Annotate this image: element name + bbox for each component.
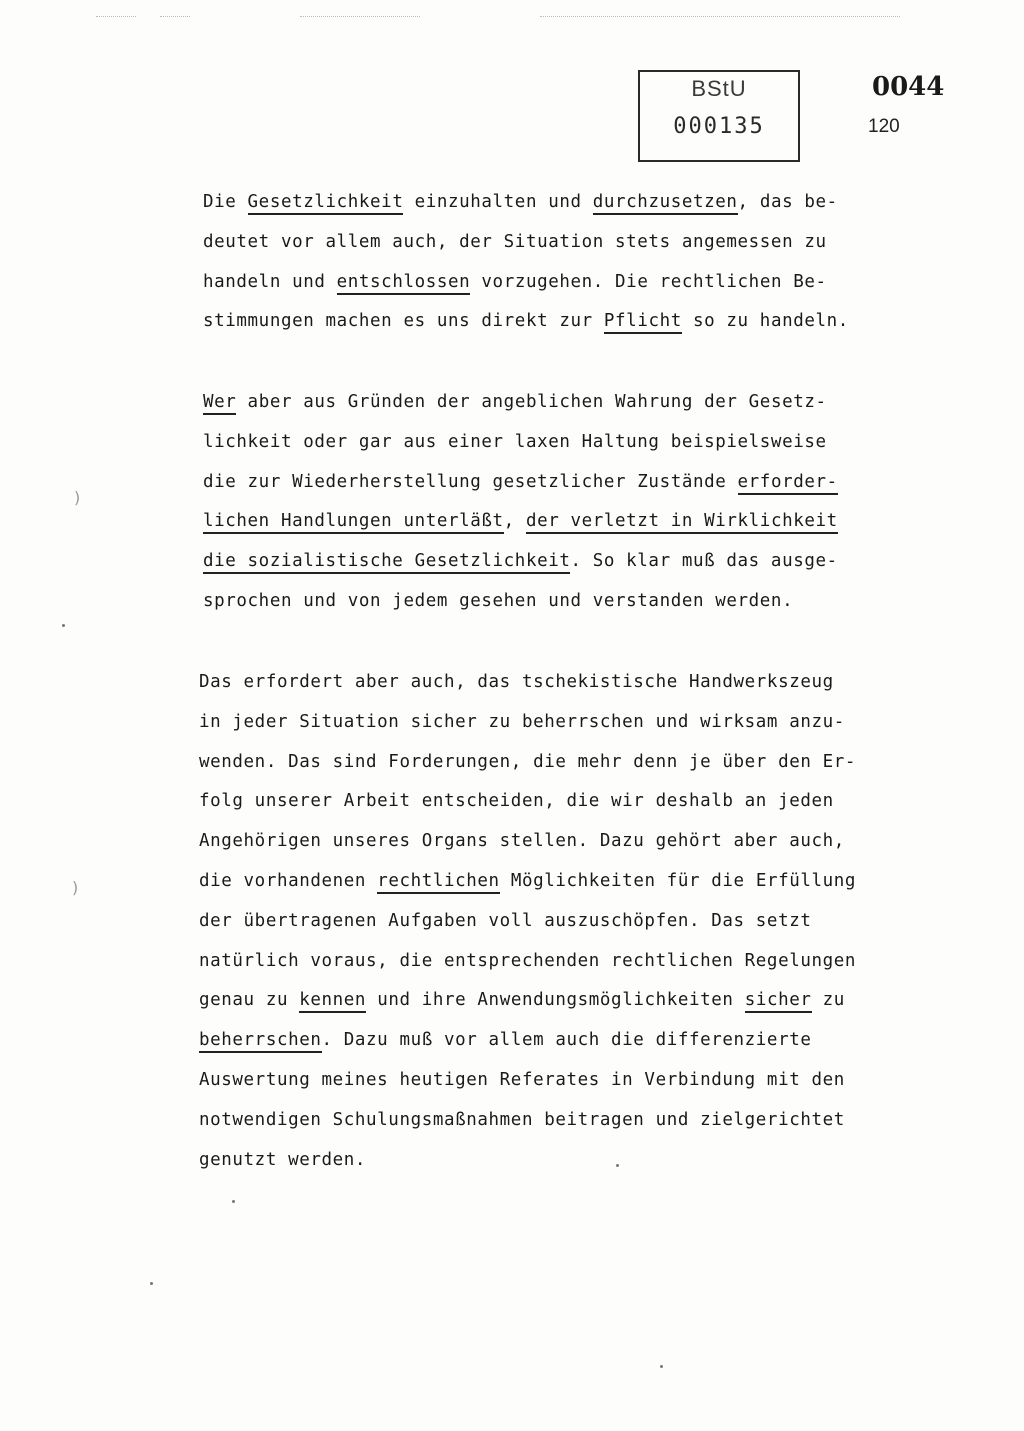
text-run: einzuhalten und (403, 192, 593, 212)
text-line (203, 232, 827, 252)
text-line (199, 1110, 845, 1130)
text-line (203, 511, 838, 531)
text-line (203, 591, 793, 611)
text-line (199, 871, 856, 891)
text-line (199, 990, 845, 1010)
page-number: 120 (868, 116, 900, 137)
scan-speck (616, 1164, 619, 1167)
text-line (199, 1070, 845, 1090)
underlined-text: sicher (745, 990, 812, 1013)
text-line (203, 192, 838, 212)
text-run: und ihre Anwendungsmöglichkeiten (366, 990, 745, 1011)
underlined-text: durchzusetzen (593, 192, 738, 215)
scan-artifact (96, 16, 136, 18)
scan-artifact (300, 16, 420, 18)
text-line (203, 472, 838, 492)
text-line (199, 712, 845, 732)
stamp-number: 000135 (673, 114, 765, 139)
scan-speck (150, 1282, 153, 1285)
text-run: die vorhandenen (199, 871, 378, 891)
text-run: natürlich voraus, die entsprechenden rechtlichen Regelungen (199, 950, 857, 971)
text-line (199, 911, 811, 931)
archive-stamp (638, 70, 800, 162)
text-line (199, 951, 856, 971)
text-run: genutzt werden. (199, 1149, 367, 1170)
underlined-text: der verletzt in Wirklichkeit (526, 511, 838, 534)
scan-artifact (160, 16, 190, 18)
margin-mark: ) (74, 488, 81, 507)
text-line (203, 392, 827, 412)
scan-speck (232, 1200, 235, 1203)
text-run: vorzugehen. Die rechtlichen Be- (470, 271, 827, 292)
text-line (199, 752, 856, 772)
margin-mark: ) (72, 878, 79, 897)
underlined-text: Wer (203, 392, 236, 415)
text-run: genau zu (199, 990, 300, 1011)
text-line (199, 1150, 366, 1170)
scan-speck (660, 1365, 663, 1368)
text-run: wenden. Das sind Forderungen, die mehr denn je über den Er- (199, 751, 857, 772)
text-line (199, 1030, 811, 1050)
text-line (203, 551, 838, 571)
underlined-text: rechtlichen (377, 871, 500, 894)
text-run: sprochen und von jedem gesehen und verstanden werden. (203, 591, 794, 611)
text-run: , das be- (737, 192, 838, 212)
text-run: stimmungen machen es uns direkt zur (203, 311, 604, 332)
text-run: Möglichkeiten für die Erfüllung (499, 871, 857, 891)
text-run: . Dazu muß vor allem auch die differenzierte (321, 1030, 812, 1051)
text-run: Angehörigen unseres Organs stellen. Dazu gehört aber auch, (199, 831, 845, 852)
text-line (203, 311, 849, 331)
text-line (203, 272, 827, 292)
text-run: folg unserer Arbeit entscheiden, die wir deshalb an jeden (199, 791, 834, 812)
underlined-text: beherrschen (199, 1030, 322, 1053)
underlined-text: kennen (299, 990, 366, 1013)
text-line (199, 791, 834, 811)
underlined-text: entschlossen (337, 272, 471, 295)
text-run: zu (811, 990, 845, 1011)
underlined-text: lichen Handlungen unterläßt (203, 511, 504, 534)
stamp-org: BStU (691, 76, 747, 101)
underlined-text: Gesetzlichkeit (248, 192, 404, 215)
text-run: . So klar muß das ausge- (570, 551, 838, 572)
text-line (199, 672, 834, 692)
underlined-text: Pflicht (604, 311, 682, 334)
text-line (199, 831, 845, 851)
scan-speck (62, 624, 65, 627)
underlined-text: erforder- (738, 472, 838, 495)
text-run: aber aus Gründen der angeblichen Wahrung der Gesetz- (236, 392, 827, 412)
text-line (203, 432, 827, 452)
text-run: so zu handeln. (681, 311, 849, 332)
scan-artifact (540, 16, 900, 18)
text-run: Das erfordert aber auch, das tschekistische Handwerkszeug (199, 672, 834, 692)
text-run: notwendigen Schulungsmaßnahmen beitragen und zielgerichtet (199, 1109, 845, 1130)
underlined-text: die sozialistische Gesetzlichkeit (203, 551, 570, 574)
text-run: handeln und (203, 271, 337, 292)
text-run: in jeder Situation sicher zu beherrschen und wirksam anzu- (199, 711, 845, 732)
text-run: Die (203, 192, 248, 212)
page-number-stamped: 0044 (872, 72, 945, 102)
text-run: der übertragenen Aufgaben voll auszuschöpfen. Das setzt (199, 910, 812, 931)
text-run: lichkeit oder gar aus einer laxen Haltung beispielsweise (203, 431, 827, 452)
text-run: , (503, 511, 526, 532)
text-run: deutet vor allem auch, der Situation stets angemessen zu (203, 231, 827, 252)
text-run: Auswertung meines heutigen Referates in Verbindung mit den (199, 1070, 845, 1090)
text-run: die zur Wiederherstellung gesetzlicher Zustände (203, 471, 738, 492)
